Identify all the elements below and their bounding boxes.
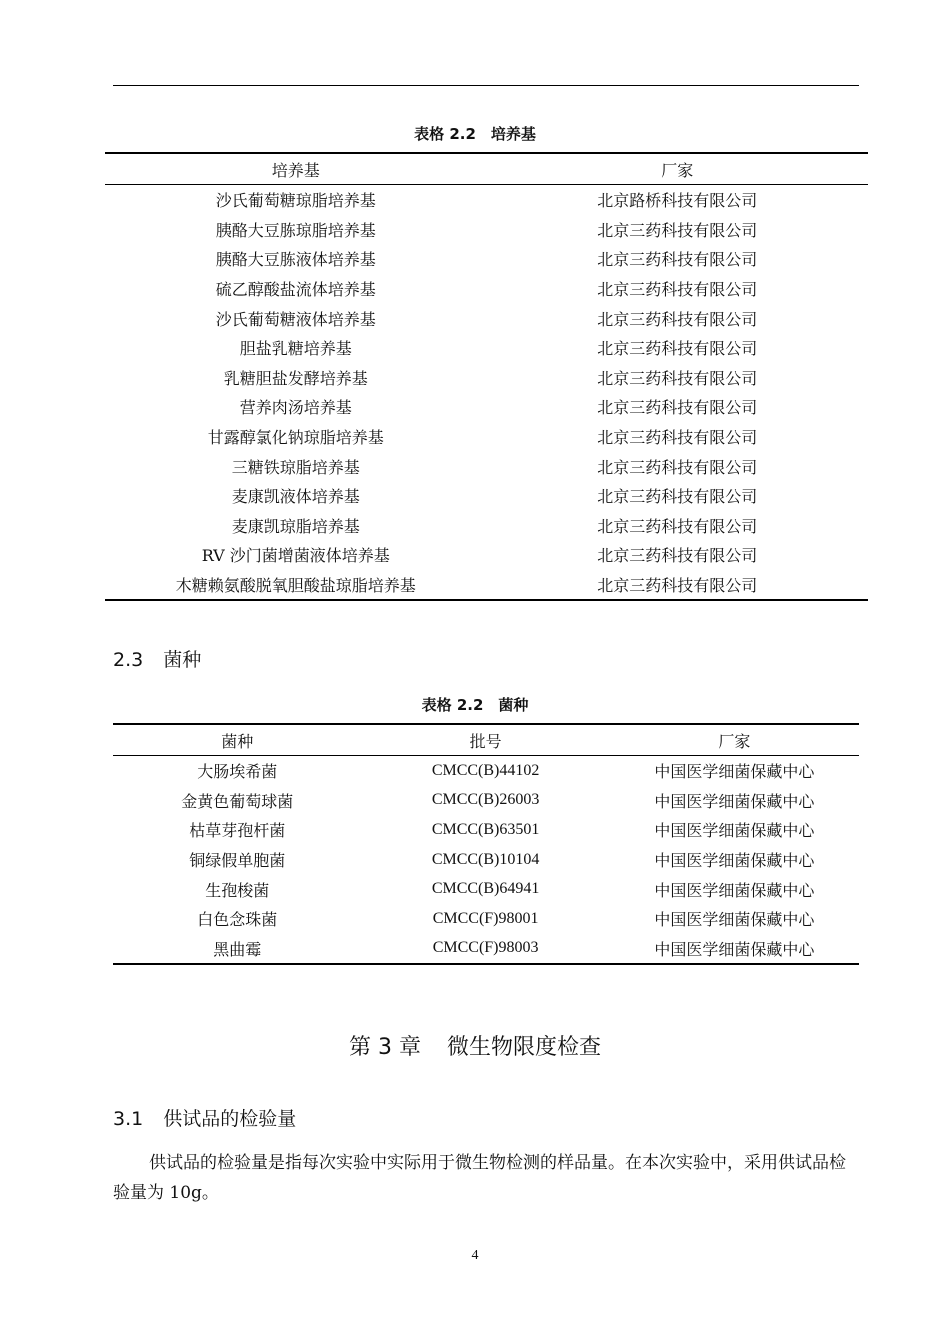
table-row [113, 934, 859, 965]
table-row [113, 874, 859, 904]
strain-table-header-row [113, 724, 859, 756]
manufacturer-cell: 中国医学细菌保藏中心 [654, 791, 815, 811]
column-header-batch: 批号 [361, 724, 609, 756]
column-header-medium: 培养基 [105, 153, 487, 185]
table-row [105, 481, 868, 511]
medium-cell: 麦康凯液体培养基 [231, 487, 360, 507]
medium-cell: 三糖铁琼脂培养基 [231, 457, 360, 477]
chapter-number: 第 3 章 [349, 1035, 421, 1060]
media-table-header-row [105, 153, 868, 185]
table-row [105, 540, 868, 570]
strain-cell: 生孢梭菌 [205, 880, 270, 900]
page-number: 4 [471, 1248, 479, 1263]
medium-cell: 麦康凯琼脂培养基 [231, 516, 360, 536]
manufacturer-cell: 北京三药科技有限公司 [597, 398, 758, 418]
section-title: 菌种 [163, 649, 202, 671]
table-row [105, 570, 868, 601]
table-row [105, 274, 868, 304]
body-paragraph: 供试品的检验量是指每次实验中实际用于微生物检测的样品量。在本次实验中，采用供试品检验量为 10g。 [113, 1153, 846, 1203]
table-row [105, 303, 868, 333]
batch-number-cell: CMCC(B)44102 [431, 761, 540, 779]
manufacturer-cell: 北京三药科技有限公司 [597, 428, 758, 448]
table-row [105, 244, 868, 274]
manufacturer-cell: 北京三药科技有限公司 [597, 457, 758, 477]
chapter-title [0, 1033, 950, 1063]
medium-cell: 甘露醇氯化钠琼脂培养基 [207, 428, 384, 448]
table-row [105, 422, 868, 452]
batch-number-cell: CMCC(B)63501 [431, 820, 540, 838]
manufacturer-cell: 北京三药科技有限公司 [597, 250, 758, 270]
manufacturer-cell: 北京三药科技有限公司 [597, 309, 758, 329]
batch-number-cell: CMCC(B)64941 [431, 880, 540, 898]
manufacturer-cell: 中国医学细菌保藏中心 [654, 821, 815, 841]
strain-table-caption: 表格 2.2 菌种 [421, 696, 529, 714]
batch-number-cell: CMCC(F)98003 [432, 939, 539, 957]
manufacturer-cell: 中国医学细菌保藏中心 [654, 762, 815, 782]
medium-cell: 胰酪大豆胨琼脂培养基 [215, 220, 376, 240]
medium-cell: RV 沙门菌增菌液体培养基 [201, 546, 390, 566]
section-number: 3.1 [113, 1108, 144, 1130]
table-row [105, 215, 868, 245]
medium-cell: 胆盐乳糖培养基 [239, 339, 352, 359]
table-row [113, 786, 859, 816]
medium-cell: 营养肉汤培养基 [239, 398, 352, 418]
manufacturer-cell: 北京三药科技有限公司 [597, 368, 758, 388]
section-number: 2.3 [113, 649, 144, 671]
manufacturer-cell: 北京三药科技有限公司 [597, 220, 758, 240]
manufacturer-cell: 北京三药科技有限公司 [597, 516, 758, 536]
medium-cell: 沙氏葡萄糖液体培养基 [215, 309, 376, 329]
manufacturer-cell: 北京三药科技有限公司 [597, 546, 758, 566]
strain-table [113, 723, 859, 965]
table-row [105, 451, 868, 481]
strain-cell: 枯草芽孢杆菌 [189, 821, 286, 841]
column-header-manufacturer: 厂家 [610, 724, 859, 756]
table-row [105, 185, 868, 215]
manufacturer-cell: 中国医学细菌保藏中心 [654, 910, 815, 930]
table-row [113, 845, 859, 875]
header-rule [113, 85, 859, 86]
table-row [105, 511, 868, 541]
strain-cell: 铜绿假单胞菌 [189, 851, 286, 871]
table-row [113, 904, 859, 934]
strain-cell: 黑曲霉 [213, 939, 262, 959]
medium-cell: 沙氏葡萄糖琼脂培养基 [215, 191, 376, 211]
manufacturer-cell: 北京三药科技有限公司 [597, 339, 758, 359]
section-heading-3-1 [113, 1106, 296, 1132]
batch-number-cell: CMCC(F)98001 [432, 909, 539, 927]
batch-number-cell: CMCC(B)26003 [431, 791, 540, 809]
media-table [105, 152, 868, 601]
manufacturer-cell: 中国医学细菌保藏中心 [654, 939, 815, 959]
manufacturer-cell: 北京三药科技有限公司 [597, 280, 758, 300]
column-header-strain: 菌种 [113, 724, 361, 756]
medium-cell: 胰酪大豆胨液体培养基 [215, 250, 376, 270]
medium-cell: 木糖赖氨酸脱氧胆酸盐琼脂培养基 [175, 576, 416, 596]
table-row [105, 333, 868, 363]
manufacturer-cell: 北京路桥科技有限公司 [597, 191, 758, 211]
strain-cell: 大肠埃希菌 [197, 762, 278, 782]
section-heading-2-3 [113, 647, 201, 673]
section-title: 供试品的检验量 [163, 1108, 297, 1130]
medium-cell: 硫乙醇酸盐流体培养基 [215, 280, 376, 300]
batch-number-cell: CMCC(B)10104 [431, 850, 540, 868]
manufacturer-cell: 北京三药科技有限公司 [597, 576, 758, 596]
strain-cell: 白色念珠菌 [197, 910, 278, 930]
manufacturer-cell: 北京三药科技有限公司 [597, 487, 758, 507]
table-row [105, 392, 868, 422]
table-row [105, 363, 868, 393]
manufacturer-cell: 中国医学细菌保藏中心 [654, 851, 815, 871]
table-row [113, 756, 859, 786]
strain-cell: 金黄色葡萄球菌 [181, 791, 294, 811]
column-header-manufacturer: 厂家 [487, 153, 869, 185]
table-row [113, 815, 859, 845]
manufacturer-cell: 中国医学细菌保藏中心 [654, 880, 815, 900]
media-table-caption: 表格 2.2 培养基 [414, 125, 536, 143]
chapter-name: 微生物限度检查 [446, 1035, 601, 1060]
medium-cell: 乳糖胆盐发酵培养基 [223, 368, 368, 388]
